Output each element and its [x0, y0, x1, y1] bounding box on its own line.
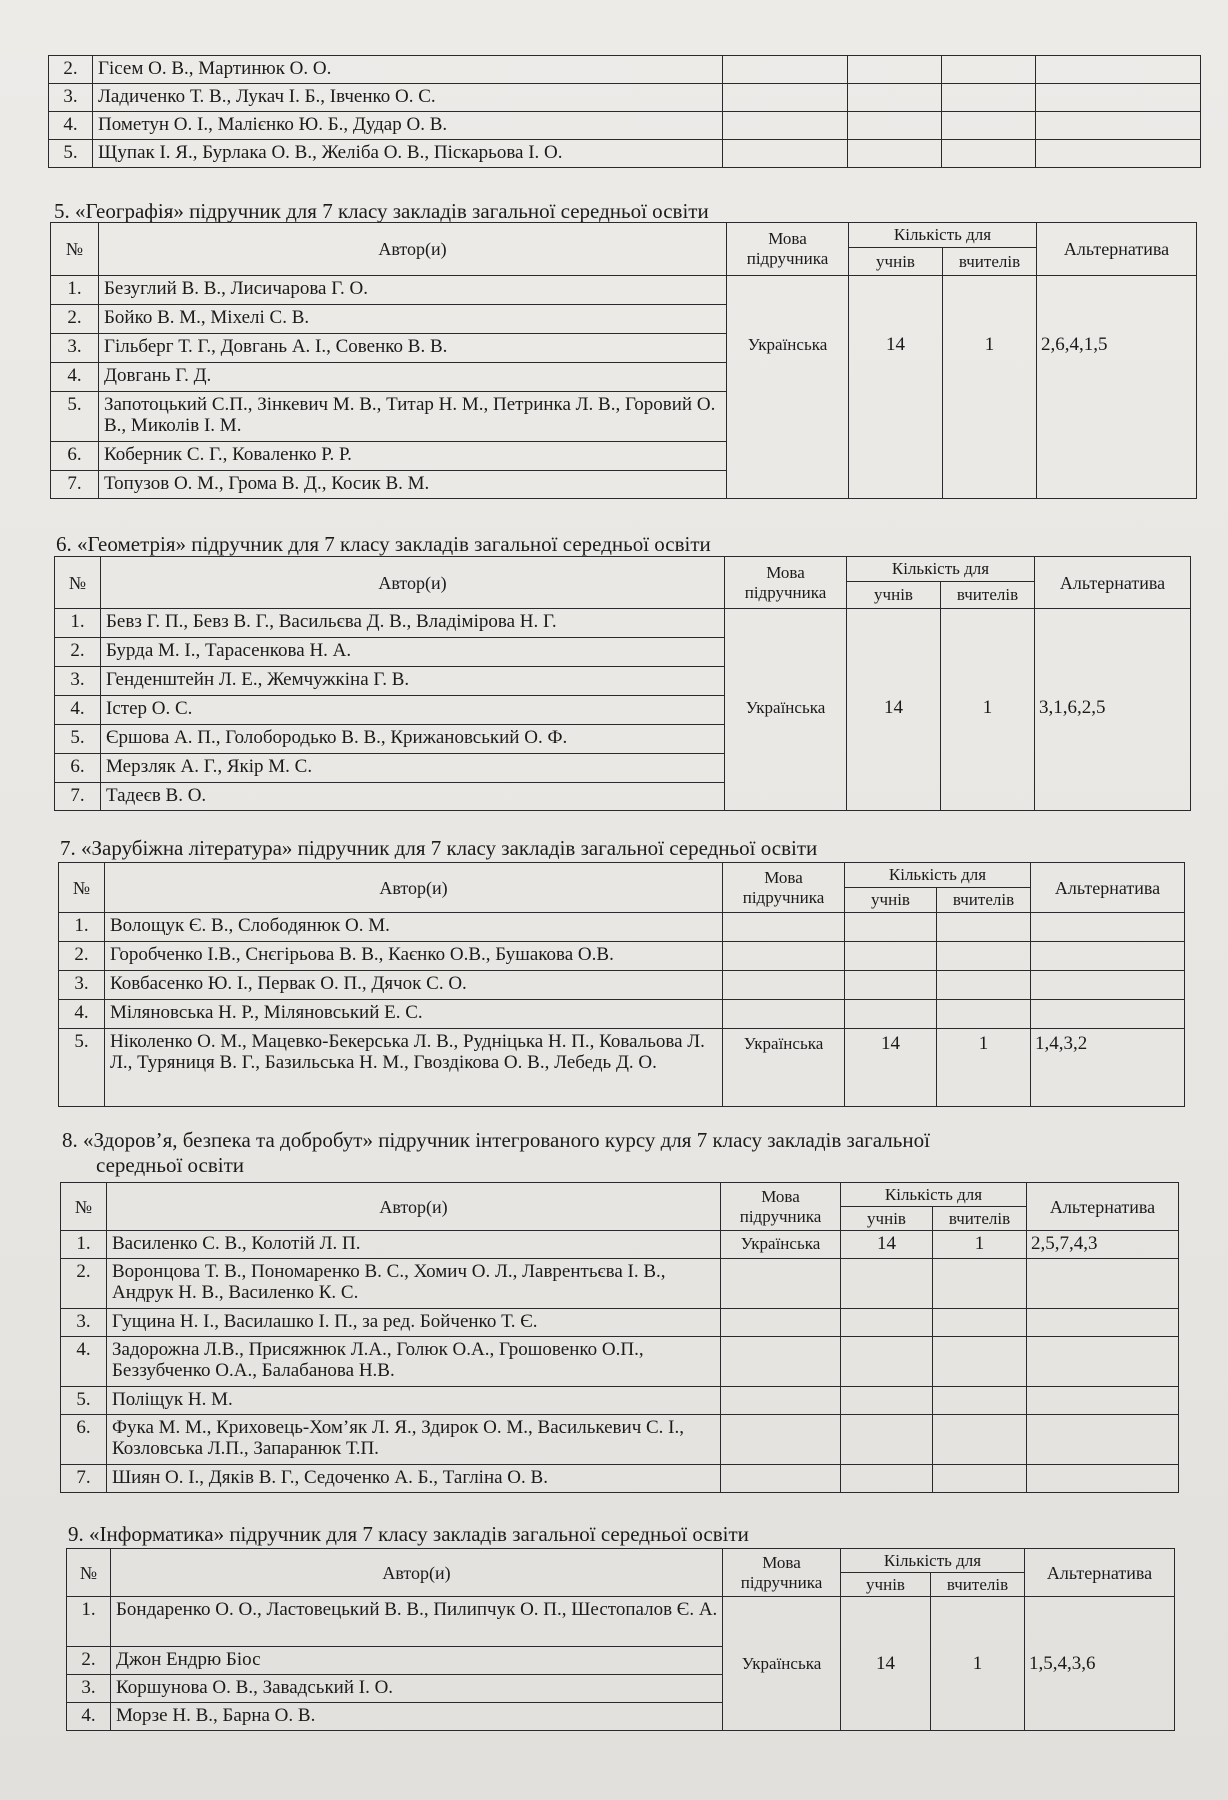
authors-cell: Безуглий В. В., Лисичарова Г. О.	[99, 276, 727, 305]
authors-cell: Щупак І. Я., Бурлака О. В., Желіба О. В., Піскарьова І. О.	[93, 140, 723, 168]
table-geography	[50, 222, 1197, 499]
header-language: Мова підручника	[723, 1549, 841, 1597]
alternative-cell: 1,5,4,3,6	[1025, 1597, 1175, 1731]
table-row: 7. Топузов О. М., Грома В. Д., Косик В. М.	[51, 471, 1197, 499]
header-count: Кількість для	[841, 1549, 1025, 1573]
table-row: 4. Істер О. С.	[55, 696, 1191, 725]
table-row: 3. Гільберг Т. Г., Довгань А. І., Совенко В. В.	[51, 334, 1197, 363]
header-language-line1: Мова	[768, 229, 807, 248]
header-students: учнів	[845, 888, 937, 913]
alternative-cell: 3,1,6,2,5	[1035, 609, 1191, 811]
header-number: №	[51, 223, 99, 276]
authors-cell: Бойко В. М., Міхелі С. В.	[99, 305, 727, 334]
authors-cell: Гільберг Т. Г., Довгань А. І., Совенко В. В.	[99, 334, 727, 363]
header-row	[55, 557, 1191, 582]
authors-cell: Василенко С. В., Колотій Л. П.	[107, 1231, 721, 1259]
row-number: 4.	[49, 112, 93, 140]
header-language-line2: підручника	[746, 249, 829, 268]
alternative-cell: 1,4,3,2	[1031, 1029, 1185, 1107]
authors-cell: Запотоцький С.П., Зінкевич М. В., Титар Н. М., Петринка Л. В., Горовий О. В., Миколів І. М.	[99, 392, 727, 442]
authors-cell: Генденштейн Л. Е., Жемчужкіна Г. В.	[101, 667, 725, 696]
language-cell: Українська	[723, 1597, 841, 1731]
language-cell: Українська	[721, 1231, 841, 1259]
authors-cell: Бурда М. І., Тарасенкова Н. А.	[101, 638, 725, 667]
header-count: Кількість для	[849, 223, 1037, 248]
row-number: 5.	[49, 140, 93, 168]
row-number: 3.	[49, 84, 93, 112]
header-alternative: Альтернатива	[1035, 557, 1191, 609]
authors-cell: Бондаренко О. О., Ластовецький В. В., Пилипчук О. П., Шестопалов Є. А.	[111, 1597, 723, 1647]
table-row	[49, 140, 1201, 168]
authors-cell: Волощук Є. В., Слободянюк О. М.	[105, 913, 723, 942]
header-authors: Автор(и)	[107, 1183, 721, 1231]
authors-cell: Задорожна Л.В., Присяжнюк Л.А., Голюк О.А., Грошовенко О.П., Беззубченко О.А., Балабанова Н.В.	[107, 1337, 721, 1387]
table-row: 3. Коршунова О. В., Завадський І. О.	[67, 1675, 1175, 1703]
teachers-count: 1	[943, 276, 1037, 499]
table-health-safety	[60, 1182, 1179, 1493]
table-row: 2. Джон Ендрю Біос	[67, 1647, 1175, 1675]
header-teachers: вчителів	[931, 1573, 1025, 1597]
header-alternative: Альтернатива	[1027, 1183, 1179, 1231]
header-authors: Автор(и)	[101, 557, 725, 609]
students-count: 14	[849, 276, 943, 499]
table-row: 6. Мерзляк А. Г., Якір М. С.	[55, 754, 1191, 783]
authors-cell: Ніколенко О. М., Мацевко-Бекерська Л. В., Рудніцька Н. П., Ковальова Л. Л., Туряниця В. Г., Базильська Н. М., Гвоздікова О. В., Лебедь Д. О.	[105, 1029, 723, 1107]
header-alternative: Альтернатива	[1037, 223, 1197, 276]
table-row: 5. Ніколенко О. М., Мацевко-Бекерська Л. В., Рудніцька Н. П., Ковальова Л. Л., Туряниця В. Г., Базильська Н. М., Гвоздікова О. В., Лебедь Д. О. Українська 14 1 1,4,3,2	[59, 1029, 1185, 1107]
table-row: 4. Задорожна Л.В., Присяжнюк Л.А., Голюк О.А., Грошовенко О.П., Беззубченко О.А., Балабанова Н.В.	[61, 1337, 1179, 1387]
table-row: 2. Бойко В. М., Міхелі С. В.	[51, 305, 1197, 334]
authors-cell: Тадеєв В. О.	[101, 783, 725, 811]
language-cell: Українська	[725, 609, 847, 811]
header-count: Кількість для	[847, 557, 1035, 582]
table-row: 4. Міляновська Н. Р., Міляновський Е. С.	[59, 1000, 1185, 1029]
table-row: 5. Поліщук Н. М.	[61, 1387, 1179, 1415]
authors-cell: Топузов О. М., Грома В. Д., Косик В. М.	[99, 471, 727, 499]
authors-cell: Коршунова О. В., Завадський І. О.	[111, 1675, 723, 1703]
table-world-literature	[58, 862, 1185, 1107]
header-teachers: вчителів	[937, 888, 1031, 913]
table-row: 2. Воронцова Т. В., Пономаренко В. С., Хомич О. Л., Лаврентьєва І. В., Андрук Н. В., Василенко К. С.	[61, 1259, 1179, 1309]
header-row	[51, 223, 1197, 248]
header-count: Кількість для	[845, 863, 1031, 888]
authors-cell: Воронцова Т. В., Пономаренко В. С., Хомич О. Л., Лаврентьєва І. В., Андрук Н. В., Василенко К. С.	[107, 1259, 721, 1309]
authors-cell: Бевз Г. П., Бевз В. Г., Васильєва Д. В., Владімірова Н. Г.	[101, 609, 725, 638]
section-title-health-safety-line2: середньої освіти	[96, 1153, 245, 1177]
header-row	[61, 1183, 1179, 1207]
authors-cell: Мерзляк А. Г., Якір М. С.	[101, 754, 725, 783]
authors-cell: Ковбасенко Ю. І., Первак О. П., Дячок С. О.	[105, 971, 723, 1000]
table-row: 7. Тадеєв В. О.	[55, 783, 1191, 811]
section-title-geometry: 6. «Геометрія» підручник для 7 класу закладів загальної середньої освіти	[56, 532, 711, 556]
authors-cell: Ладиченко Т. В., Лукач І. Б., Івченко О. С.	[93, 84, 723, 112]
header-language: Мова підручника	[721, 1183, 841, 1231]
students-count: 14	[845, 1029, 937, 1107]
table-row: 1. Бевз Г. П., Бевз В. Г., Васильєва Д. В., Владімірова Н. Г. Українська 14 1 3,1,6,2,5	[55, 609, 1191, 638]
section-title-world-literature: 7. «Зарубіжна література» підручник для 7 класу закладів загальної середньої освіти	[60, 836, 818, 860]
header-students: учнів	[847, 582, 941, 609]
authors-cell: Шиян О. І., Дяків В. Г., Седоченко А. Б., Тагліна О. В.	[107, 1465, 721, 1493]
header-number: №	[59, 863, 105, 913]
table-row: 4. Морзе Н. В., Барна О. В.	[67, 1703, 1175, 1731]
table-row: 6. Фука М. М., Криховець-Хом’як Л. Я., Здирок О. М., Василькевич С. І., Козловська Л.П., Запаранюк Т.П.	[61, 1415, 1179, 1465]
authors-cell: Джон Ендрю Біос	[111, 1647, 723, 1675]
table-row: 7. Шиян О. І., Дяків В. Г., Седоченко А. Б., Тагліна О. В.	[61, 1465, 1179, 1493]
authors-cell: Гісем О. В., Мартинюк О. О.	[93, 56, 723, 84]
authors-cell: Горобченко І.В., Снєгірьова В. В., Каєнко О.В., Бушакова О.В.	[105, 942, 723, 971]
authors-cell: Гущина Н. І., Василашко І. П., за ред. Бойченко Т. Є.	[107, 1309, 721, 1337]
header-number: №	[61, 1183, 107, 1231]
table-row: 6. Коберник С. Г., Коваленко Р. Р.	[51, 442, 1197, 471]
authors-cell: Істер О. С.	[101, 696, 725, 725]
table-row: 3. Гущина Н. І., Василашко І. П., за ред. Бойченко Т. Є.	[61, 1309, 1179, 1337]
row-number: 2.	[49, 56, 93, 84]
authors-cell: Єршова А. П., Голобородько В. В., Крижановський О. Ф.	[101, 725, 725, 754]
table-row: 5. Єршова А. П., Голобородько В. В., Крижановський О. Ф.	[55, 725, 1191, 754]
header-count: Кількість для	[841, 1183, 1027, 1207]
table-row	[49, 84, 1201, 112]
table-row: 1. Бондаренко О. О., Ластовецький В. В., Пилипчук О. П., Шестопалов Є. А. Українська 14 1 1,5,4,3,6	[67, 1597, 1175, 1647]
teachers-count: 1	[941, 609, 1035, 811]
header-teachers: вчителів	[933, 1207, 1027, 1231]
header-language: Мова підручника	[725, 557, 847, 609]
header-students: учнів	[841, 1573, 931, 1597]
authors-cell: Морзе Н. В., Барна О. В.	[111, 1703, 723, 1731]
table-row: 4. Довгань Г. Д.	[51, 363, 1197, 392]
header-row	[59, 863, 1185, 888]
header-language: Мова підручника	[723, 863, 845, 913]
table-row: 1. Волощук Є. В., Слободянюк О. М.	[59, 913, 1185, 942]
table-row: 3. Генденштейн Л. Е., Жемчужкіна Г. В.	[55, 667, 1191, 696]
table-informatics	[66, 1548, 1175, 1731]
language-cell: Українська	[727, 276, 849, 499]
table-row	[49, 56, 1201, 84]
header-authors: Автор(и)	[111, 1549, 723, 1597]
header-alternative: Альтернатива	[1031, 863, 1185, 913]
students-count: 14	[841, 1597, 931, 1731]
header-number: №	[55, 557, 101, 609]
alternative-cell: 2,6,4,1,5	[1037, 276, 1197, 499]
students-count: 14	[847, 609, 941, 811]
language-cell: Українська	[723, 1029, 845, 1107]
teachers-count: 1	[933, 1231, 1027, 1259]
header-row	[67, 1549, 1175, 1573]
header-authors: Автор(и)	[99, 223, 727, 276]
teachers-count: 1	[931, 1597, 1025, 1731]
authors-cell: Коберник С. Г., Коваленко Р. Р.	[99, 442, 727, 471]
header-language	[727, 223, 849, 276]
alternative-cell: 2,5,7,4,3	[1027, 1231, 1179, 1259]
header-number: №	[67, 1549, 111, 1597]
header-teachers: вчителів	[941, 582, 1035, 609]
authors-cell: Поліщук Н. М.	[107, 1387, 721, 1415]
table-row: 5. Запотоцький С.П., Зінкевич М. В., Титар Н. М., Петринка Л. В., Горовий О. В., Миколів І. М.	[51, 392, 1197, 442]
header-teachers: вчителів	[943, 248, 1037, 276]
header-students: учнів	[841, 1207, 933, 1231]
section-title-informatics: 9. «Інформатика» підручник для 7 класу закладів загальної середньої освіти	[68, 1522, 749, 1546]
header-authors: Автор(и)	[105, 863, 723, 913]
table-row: 1. Василенко С. В., Колотій Л. П. Українська 14 1 2,5,7,4,3	[61, 1231, 1179, 1259]
table-row: 1. Безуглий В. В., Лисичарова Г. О. Українська 14 1 2,6,4,1,5	[51, 276, 1197, 305]
table-row: 3. Ковбасенко Ю. І., Первак О. П., Дячок С. О.	[59, 971, 1185, 1000]
section-title-geography: 5. «Географія» підручник для 7 класу закладів загальної середньої освіти	[54, 199, 709, 223]
students-count: 14	[841, 1231, 933, 1259]
table-history-continued	[48, 55, 1201, 168]
authors-cell: Довгань Г. Д.	[99, 363, 727, 392]
table-row: 2. Бурда М. І., Тарасенкова Н. А.	[55, 638, 1191, 667]
header-alternative: Альтернатива	[1025, 1549, 1175, 1597]
section-title-health-safety: 8. «Здоров’я, безпека та добробут» підручник інтегрованого курсу для 7 класу закладів загальної	[62, 1128, 930, 1152]
authors-cell: Фука М. М., Криховець-Хом’як Л. Я., Здирок О. М., Василькевич С. І., Козловська Л.П., Запаранюк Т.П.	[107, 1415, 721, 1465]
authors-cell: Пометун О. І., Малієнко Ю. Б., Дудар О. В.	[93, 112, 723, 140]
authors-cell: Міляновська Н. Р., Міляновський Е. С.	[105, 1000, 723, 1029]
table-row	[49, 112, 1201, 140]
teachers-count: 1	[937, 1029, 1031, 1107]
table-geometry	[54, 556, 1191, 811]
header-students: учнів	[849, 248, 943, 276]
table-row: 2. Горобченко І.В., Снєгірьова В. В., Каєнко О.В., Бушакова О.В.	[59, 942, 1185, 971]
